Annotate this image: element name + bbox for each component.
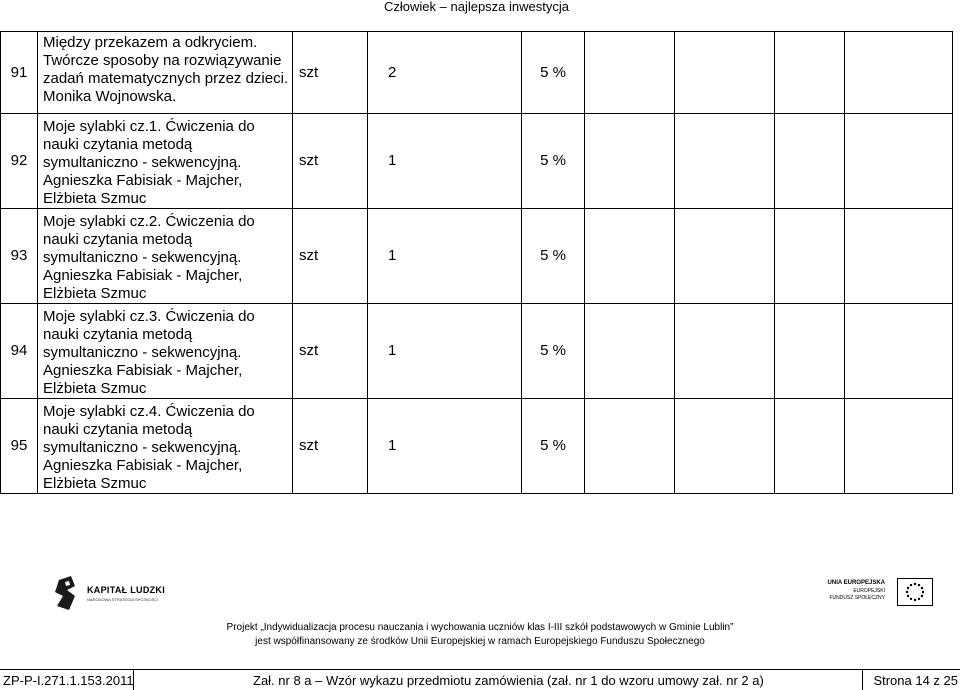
item-description-line: symultaniczno - sekwencyjną.	[43, 439, 242, 456]
item-description-line: nauki czytania metodą	[43, 421, 193, 438]
row-number: 93	[1, 209, 38, 304]
item-description-line: Elżbieta Szmuc	[43, 475, 147, 492]
project-info-line2: jest współfinansowany ze środków Unii Europejskiej w ramach Europejskiego Funduszu Społecznego	[255, 636, 705, 647]
empty-cell	[675, 32, 775, 114]
eu-star-icon	[907, 587, 909, 589]
item-description-line: Agnieszka Fabisiak - Majcher,	[43, 457, 243, 474]
item-description-line: Monika Wojnowska.	[43, 88, 177, 105]
item-description-line: symultaniczno - sekwencyjną.	[43, 154, 242, 171]
unit-cell: szt	[293, 209, 368, 304]
efs-label-2: FUNDUSZ SPOŁECZNY	[829, 595, 885, 601]
item-description	[38, 32, 293, 114]
eu-flag-icon	[897, 578, 933, 606]
empty-cell	[775, 304, 845, 399]
empty-cell	[675, 114, 775, 209]
item-description-line: Moje sylabki cz.3. Ćwiczenia do	[43, 308, 255, 325]
empty-cell	[845, 114, 953, 209]
item-description-line: symultaniczno - sekwencyjną.	[43, 344, 242, 361]
table-row	[1, 399, 953, 494]
eu-label: UNIA EUROPEJSKA	[827, 580, 885, 586]
item-description-line: Moje sylabki cz.2. Ćwiczenia do	[43, 213, 255, 230]
empty-cell	[585, 304, 675, 399]
footer-divider	[862, 670, 863, 690]
project-info	[215, 621, 745, 649]
item-description-line: Elżbieta Szmuc	[43, 190, 147, 207]
row-number: 91	[1, 32, 38, 114]
eu-star-icon	[910, 584, 912, 586]
quantity-cell: 2	[368, 32, 522, 114]
vat-cell: 5 %	[522, 304, 585, 399]
eu-star-icon	[921, 587, 923, 589]
empty-cell	[675, 399, 775, 494]
item-description-line: Elżbieta Szmuc	[43, 285, 147, 302]
empty-cell	[845, 32, 953, 114]
row-number: 92	[1, 114, 38, 209]
efs-label-1: EUROPEJSKI	[853, 588, 885, 594]
eu-star-icon	[907, 595, 909, 597]
table-row	[1, 114, 953, 209]
footer-page-number: Strona 14 z 25	[873, 673, 958, 688]
eu-star-icon	[906, 591, 908, 593]
unit-cell: szt	[293, 32, 368, 114]
item-description	[38, 209, 293, 304]
unit-cell: szt	[293, 304, 368, 399]
eu-star-icon	[914, 599, 916, 601]
row-number: 94	[1, 304, 38, 399]
footer-divider	[133, 670, 134, 690]
empty-cell	[845, 399, 953, 494]
footer-reference: ZP-P-I.271.1.153.2011	[3, 673, 134, 688]
item-description-line: Elżbieta Szmuc	[43, 380, 147, 397]
items-table-body	[1, 32, 953, 494]
kapital-ludzki-logo	[55, 576, 165, 610]
vat-cell: 5 %	[522, 114, 585, 209]
empty-cell	[585, 399, 675, 494]
empty-cell	[675, 209, 775, 304]
empty-cell	[845, 304, 953, 399]
item-description-line: symultaniczno - sekwencyjną.	[43, 249, 242, 266]
eu-star-icon	[914, 583, 916, 585]
empty-cell	[775, 114, 845, 209]
empty-cell	[775, 399, 845, 494]
item-description-line: Moje sylabki cz.1. Ćwiczenia do	[43, 118, 255, 135]
vat-cell: 5 %	[522, 399, 585, 494]
quantity-cell: 1	[368, 114, 522, 209]
item-description	[38, 114, 293, 209]
empty-cell	[675, 304, 775, 399]
row-number: 95	[1, 399, 38, 494]
kapital-ludzki-subtitle: NARODOWA STRATEGIA SPÓJNOŚCI	[87, 597, 159, 602]
item-description	[38, 304, 293, 399]
item-description-line: nauki czytania metodą	[43, 136, 193, 153]
item-description-line: nauki czytania metodą	[43, 326, 193, 343]
empty-cell	[845, 209, 953, 304]
item-description-line: Między przekazem a odkryciem.	[43, 34, 258, 51]
eu-star-icon	[910, 598, 912, 600]
item-description-line: Agnieszka Fabisiak - Majcher,	[43, 172, 243, 189]
kapital-ludzki-title: KAPITAŁ LUDZKI	[87, 585, 166, 595]
item-description-line: Agnieszka Fabisiak - Majcher,	[43, 267, 243, 284]
empty-cell	[775, 32, 845, 114]
empty-cell	[585, 114, 675, 209]
vat-cell: 5 %	[522, 209, 585, 304]
empty-cell	[585, 32, 675, 114]
unit-cell: szt	[293, 114, 368, 209]
item-description-line: zadań matematycznych przez dzieci.	[43, 70, 289, 87]
table-row	[1, 32, 953, 114]
quantity-cell: 1	[368, 209, 522, 304]
item-description-line: Moje sylabki cz.4. Ćwiczenia do	[43, 403, 255, 420]
item-description	[38, 399, 293, 494]
eu-star-icon	[918, 598, 920, 600]
empty-cell	[585, 209, 675, 304]
header-title: Człowiek – najlepsza inwestycja	[384, 0, 569, 14]
table-row	[1, 304, 953, 399]
item-description-line: Agnieszka Fabisiak - Majcher,	[43, 362, 243, 379]
item-description-line: Twórcze sposoby na rozwiązywanie	[43, 52, 282, 69]
footer-attachment: Zał. nr 8 a – Wzór wykazu przedmiotu zamówienia (zał. nr 1 do wzoru umowy zał. nr 2 a)	[253, 673, 764, 688]
eu-star-icon	[922, 591, 924, 593]
quantity-cell: 1	[368, 304, 522, 399]
item-description-line: nauki czytania metodą	[43, 231, 193, 248]
unit-cell: szt	[293, 399, 368, 494]
empty-cell	[775, 209, 845, 304]
page-footer	[0, 669, 960, 690]
eu-star-icon	[921, 595, 923, 597]
vat-cell: 5 %	[522, 32, 585, 114]
eu-star-icon	[918, 584, 920, 586]
project-info-line1: Projekt „Indywidualizacja procesu nauczania i wychowania uczniów klas I-III szkół podstawowych w Gminie Lublin”	[226, 622, 734, 633]
eu-efs-logo	[825, 578, 935, 608]
table-row	[1, 209, 953, 304]
items-table	[0, 31, 953, 494]
quantity-cell: 1	[368, 399, 522, 494]
